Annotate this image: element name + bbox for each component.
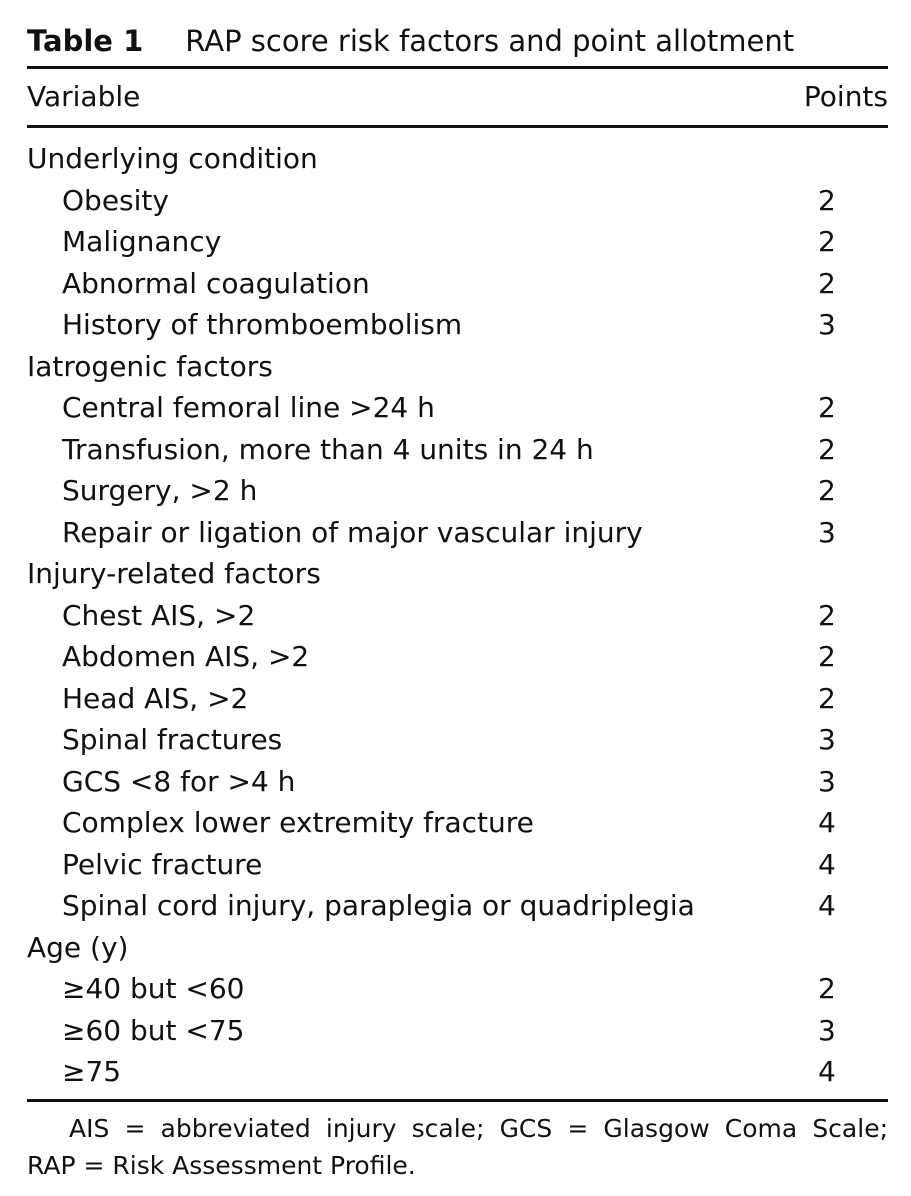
- group-row: [27, 553, 888, 595]
- table-row: [27, 429, 888, 471]
- footnote-line-2: RAP = Risk Assessment Profile.: [27, 1151, 416, 1180]
- table-caption: [27, 22, 888, 66]
- group-row: [27, 346, 888, 388]
- group-label: Underlying condition: [27, 142, 318, 175]
- table-caption-label: Table 1: [27, 24, 144, 58]
- points-cell: 3: [818, 764, 836, 798]
- variable-cell: ≥40 but <60: [62, 972, 245, 1005]
- table-header: [27, 69, 888, 125]
- points-cell: 2: [818, 391, 836, 424]
- footnote-word: injury: [325, 1114, 397, 1143]
- table-row: [27, 263, 888, 305]
- points-cell: 2: [818, 640, 836, 673]
- points-cell: 2: [818, 972, 836, 1005]
- table-footnote: [27, 1110, 888, 1184]
- footnote-word: Glasgow: [603, 1114, 710, 1143]
- group-label: Injury-related factors: [27, 557, 321, 590]
- footnote-word: =: [124, 1114, 146, 1143]
- footnote-word: abbreviated: [160, 1114, 311, 1143]
- points-cell: 2: [818, 266, 836, 300]
- points-cell: 2: [818, 432, 836, 466]
- group-label: Iatrogenic factors: [27, 349, 273, 383]
- table-row: [27, 968, 888, 1010]
- points-cell: 3: [818, 308, 836, 341]
- variable-cell: Spinal fractures: [62, 723, 283, 756]
- table-row: [27, 470, 888, 512]
- footnote-word: scale;: [411, 1114, 485, 1143]
- table-row: [27, 595, 888, 637]
- points-cell: 4: [818, 1055, 836, 1088]
- points-cell: 2: [818, 681, 836, 715]
- column-header-points: Points: [803, 80, 888, 113]
- points-cell: 3: [818, 1013, 836, 1047]
- table-row: [27, 761, 888, 803]
- variable-cell: Repair or ligation of major vascular injury: [62, 515, 643, 549]
- points-cell: 2: [818, 474, 836, 507]
- table-caption-title: RAP score risk factors and point allotment: [185, 24, 795, 58]
- points-cell: 4: [818, 806, 836, 839]
- variable-cell: ≥75: [62, 1055, 122, 1088]
- group-row: [27, 138, 888, 180]
- variable-cell: Central femoral line >24 h: [62, 391, 435, 424]
- footnote-line-1: [27, 1110, 888, 1147]
- table-row: [27, 512, 888, 554]
- footnote-word: Scale;: [812, 1114, 888, 1143]
- variable-cell: Obesity: [62, 183, 169, 217]
- table-body: [27, 128, 888, 1099]
- table-row: [27, 1010, 888, 1052]
- points-cell: 2: [818, 598, 836, 632]
- footnote-word: Coma: [724, 1114, 798, 1143]
- variable-cell: Spinal cord injury, paraplegia or quadriplegia: [62, 889, 695, 922]
- footnote-word: GCS: [499, 1114, 553, 1143]
- variable-cell: Abdomen AIS, >2: [62, 640, 310, 673]
- rap-score-table: [27, 22, 888, 1102]
- group-row: [27, 927, 888, 969]
- points-cell: 2: [818, 225, 836, 258]
- variable-cell: Transfusion, more than 4 units in 24 h: [62, 432, 594, 466]
- table-row: [27, 221, 888, 263]
- table-row: [27, 678, 888, 720]
- footnote-word: AIS: [69, 1114, 110, 1143]
- variable-cell: Surgery, >2 h: [62, 474, 258, 507]
- variable-cell: Complex lower extremity fracture: [62, 806, 534, 839]
- column-header-variable: Variable: [27, 80, 141, 113]
- bottom-rule: [27, 1099, 888, 1102]
- group-label: Age (y): [27, 930, 129, 964]
- points-cell: 3: [818, 723, 836, 756]
- points-cell: 4: [818, 889, 836, 922]
- table-row: [27, 1051, 888, 1093]
- variable-cell: Head AIS, >2: [62, 681, 249, 715]
- variable-cell: Abnormal coagulation: [62, 266, 370, 300]
- points-cell: 3: [818, 515, 836, 549]
- table-row: [27, 180, 888, 222]
- table-row: [27, 719, 888, 761]
- table-row: [27, 802, 888, 844]
- variable-cell: Pelvic fracture: [62, 847, 263, 881]
- variable-cell: Malignancy: [62, 225, 222, 258]
- variable-cell: ≥60 but <75: [62, 1013, 245, 1047]
- table-row: [27, 844, 888, 886]
- table-row: [27, 885, 888, 927]
- variable-cell: Chest AIS, >2: [62, 598, 256, 632]
- table-row: [27, 304, 888, 346]
- variable-cell: GCS <8 for >4 h: [62, 764, 296, 798]
- table-row: [27, 387, 888, 429]
- variable-cell: History of thromboembolism: [62, 308, 463, 341]
- points-cell: 2: [818, 183, 836, 217]
- table-row: [27, 636, 888, 678]
- points-cell: 4: [818, 847, 836, 881]
- footnote-word: =: [567, 1114, 589, 1143]
